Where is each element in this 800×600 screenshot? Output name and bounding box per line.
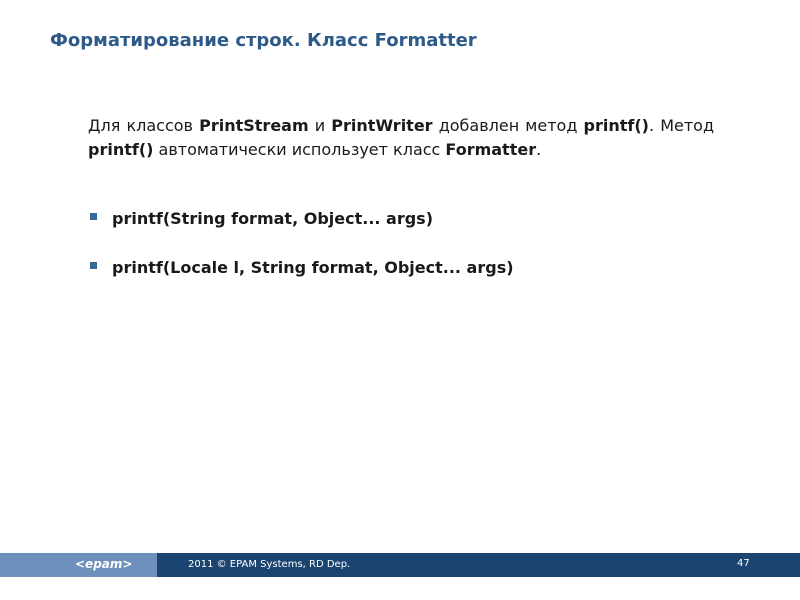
method-name-printf: printf() — [583, 116, 649, 135]
slide-title: Форматирование строк. Класс Formatter — [50, 30, 477, 51]
paragraph-text: Для классов — [88, 116, 200, 135]
footer-copyright: 2011 © EPAM Systems, RD Dep. — [188, 559, 351, 570]
class-name-printwriter: PrintWriter — [331, 116, 433, 135]
footer-logo-panel — [0, 553, 157, 577]
body-paragraph — [88, 114, 714, 162]
square-bullet-icon — [90, 213, 97, 220]
bullet-item — [90, 209, 433, 228]
method-name-printf: printf() — [88, 140, 154, 159]
paragraph-text: . — [536, 140, 542, 159]
square-bullet-icon — [90, 262, 97, 269]
page-number: 47 — [737, 558, 750, 569]
bullet-text: printf(Locale l, String format, Object... args) — [112, 258, 514, 277]
paragraph-text: автоматически использует класс — [153, 140, 446, 159]
bullet-text: printf(String format, Object... args) — [112, 209, 434, 228]
class-name-formatter: Formatter — [445, 140, 537, 159]
epam-logo: <epam> — [75, 557, 133, 571]
footer-bar — [0, 553, 800, 577]
class-name-printstream: PrintStream — [199, 116, 309, 135]
bullet-item — [90, 258, 514, 277]
paragraph-text: и — [308, 116, 332, 135]
paragraph-text: . Метод — [648, 116, 715, 135]
paragraph-text: добавлен метод — [432, 116, 584, 135]
